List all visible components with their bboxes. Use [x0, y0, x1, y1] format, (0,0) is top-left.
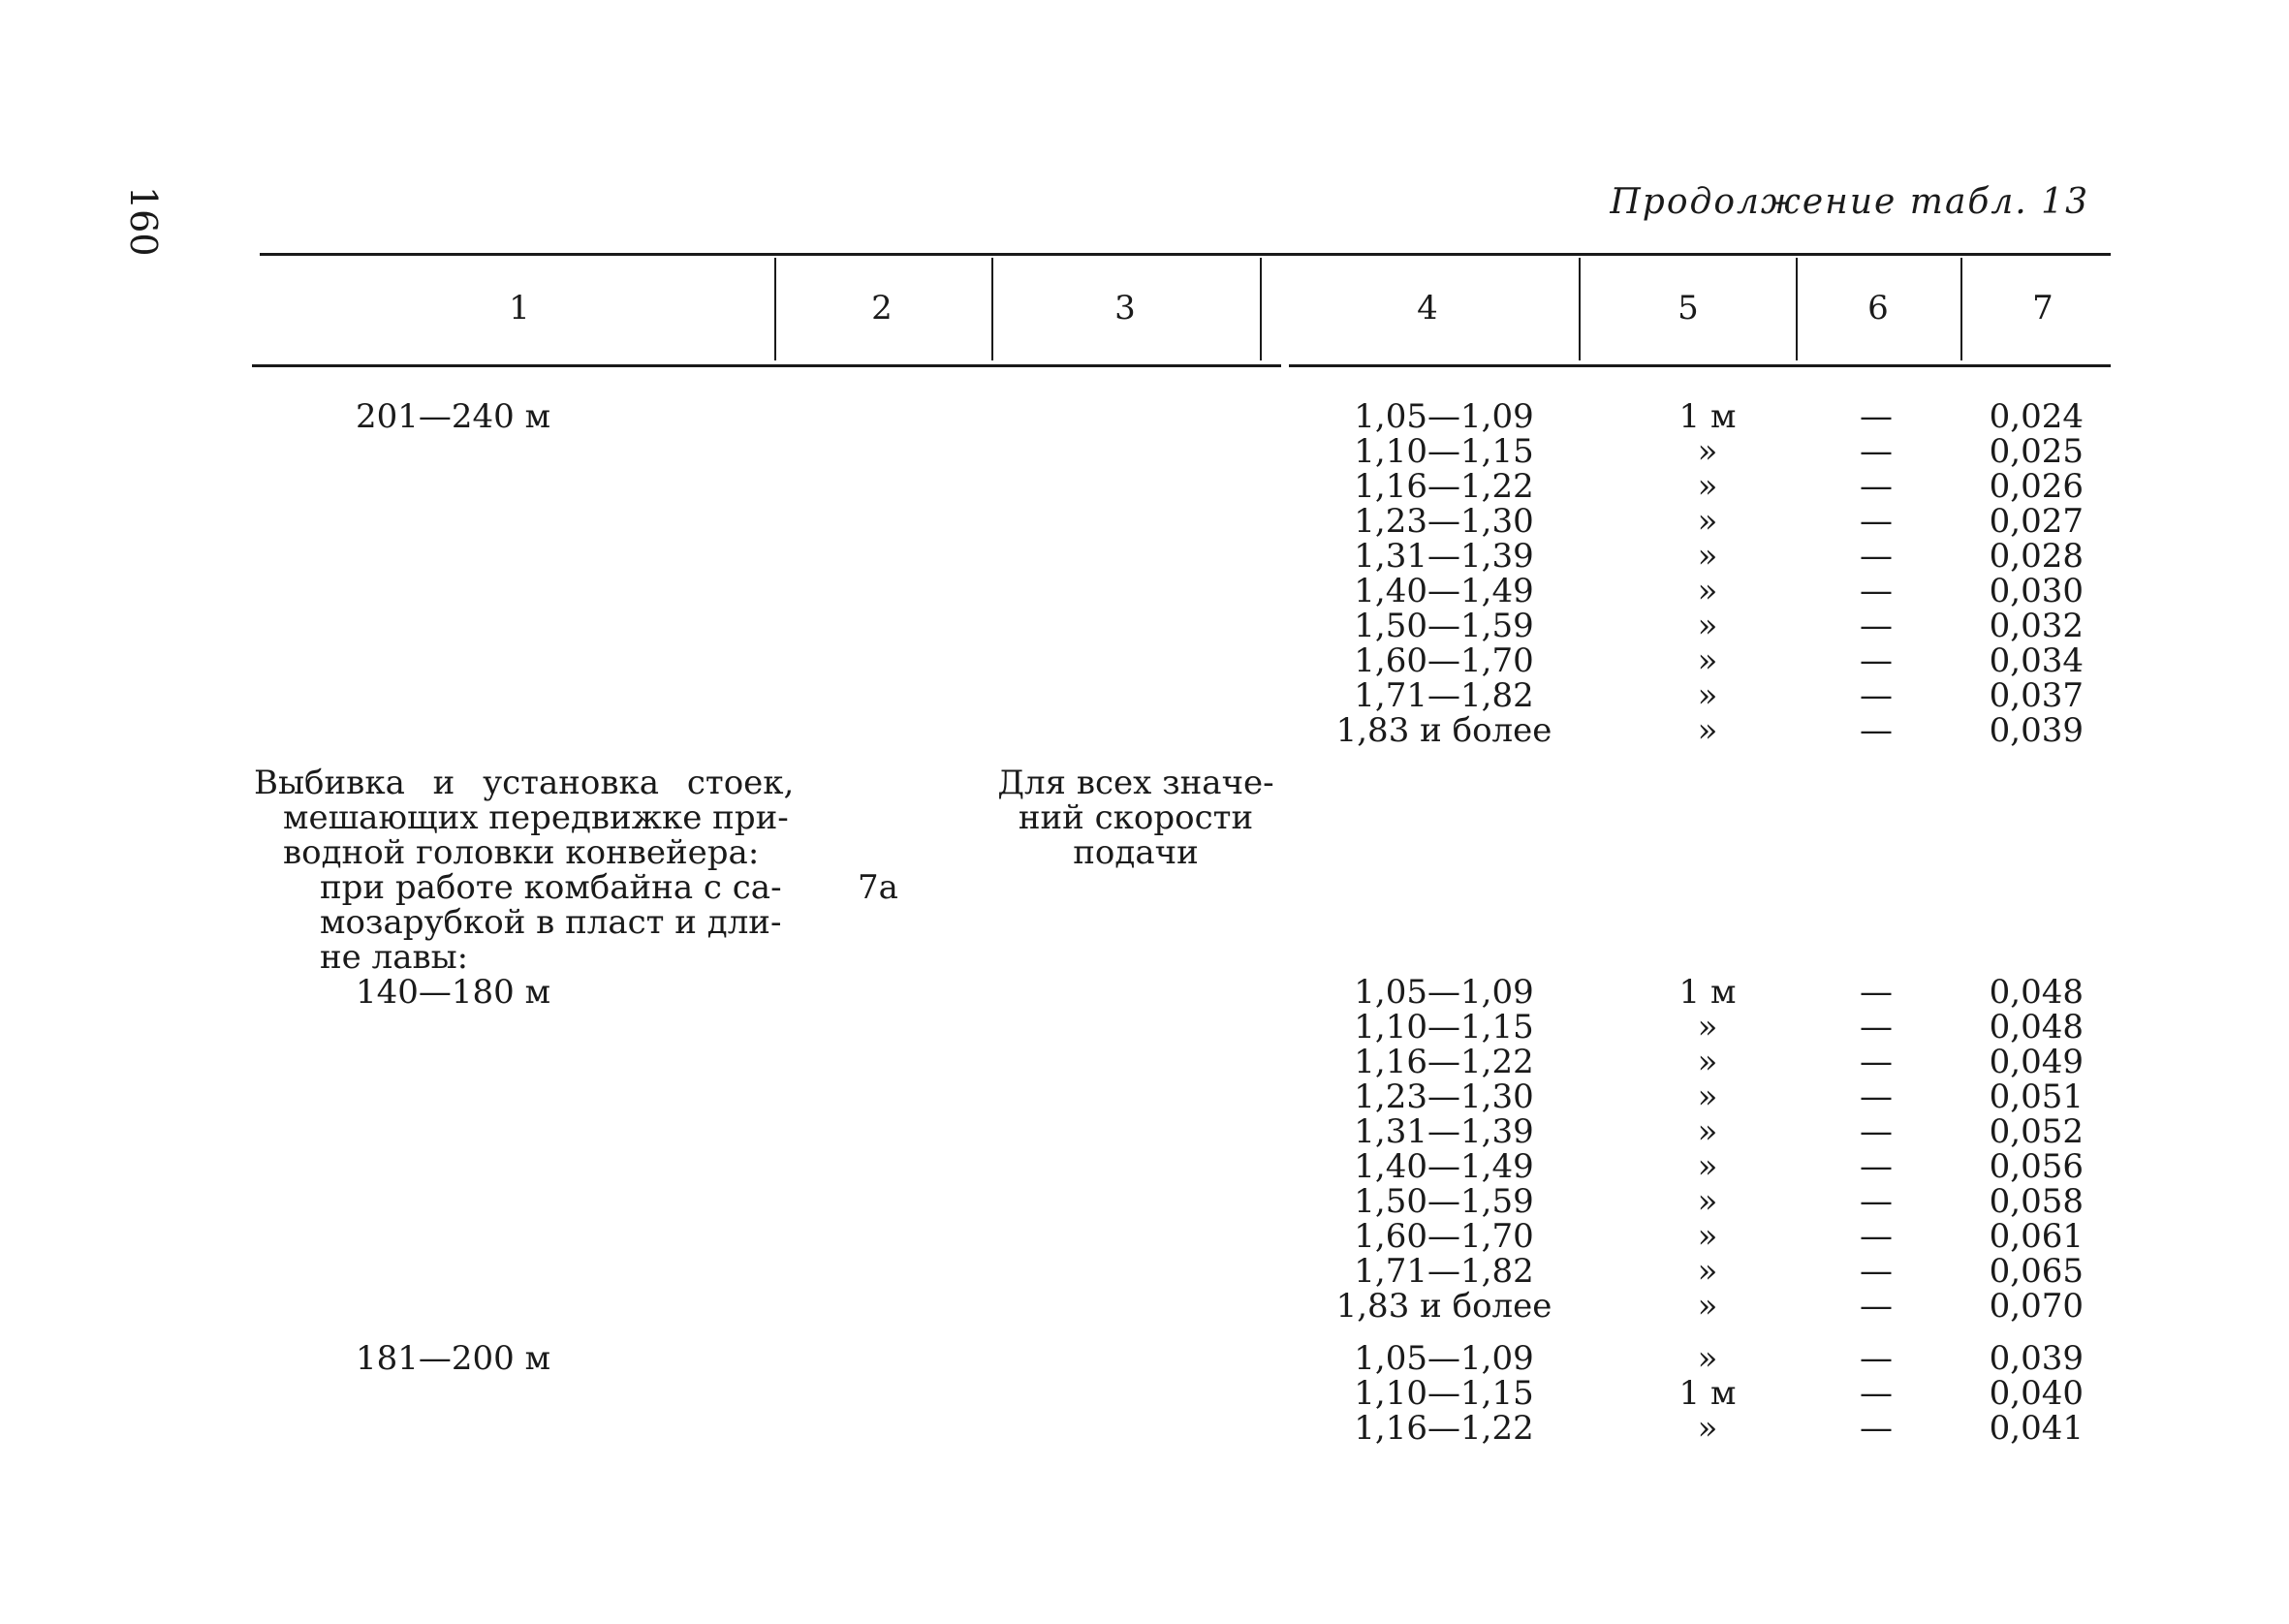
cell-speed-range: 1,10—1,15: [1354, 1008, 1534, 1046]
cell-speed-range: 1,23—1,30: [1354, 502, 1534, 541]
section-title-line: мешающих передвижке при-: [283, 798, 789, 837]
cell-time-norm: 0,049: [1989, 1043, 2084, 1081]
cell-speed-range: 1,31—1,39: [1354, 537, 1534, 576]
cell-unit: »: [1697, 711, 1718, 750]
cell-time-norm: 0,052: [1989, 1112, 2084, 1151]
cell-time-norm: 0,027: [1989, 502, 2084, 541]
cell-time-norm: 0,040: [1989, 1374, 2084, 1413]
column-header: 2: [871, 289, 893, 328]
cell-time-norm: 0,028: [1989, 537, 2084, 576]
cell-speed-range: 1,40—1,49: [1354, 1147, 1534, 1186]
cell-unit: »: [1697, 572, 1718, 610]
cell-dash: —: [1860, 676, 1893, 715]
cell-unit: »: [1697, 432, 1718, 471]
cell-dash: —: [1860, 607, 1893, 645]
cell-dash: —: [1860, 1217, 1893, 1256]
column-header: 4: [1417, 289, 1438, 328]
cell-dash: —: [1860, 1182, 1893, 1221]
cell-speed-range: 1,40—1,49: [1354, 572, 1534, 610]
column-header: 1: [509, 289, 530, 328]
cell-speed-range: 1,16—1,22: [1354, 1409, 1534, 1448]
cell-speed-range: 1,23—1,30: [1354, 1077, 1534, 1116]
cell-dash: —: [1860, 1287, 1893, 1326]
cell-unit: 1 м: [1678, 397, 1737, 436]
column-header: 3: [1114, 289, 1136, 328]
column-header: 7: [2032, 289, 2054, 328]
cell-unit: »: [1697, 1112, 1718, 1151]
cell-speed-range: 1,83 и более: [1335, 711, 1552, 750]
row-group-label: 201—240 м: [356, 397, 551, 436]
cell-speed-range: 1,60—1,70: [1354, 641, 1534, 680]
cell-unit: »: [1697, 467, 1718, 506]
cell-time-norm: 0,061: [1989, 1217, 2084, 1256]
header-divider: [991, 258, 993, 360]
cell-unit: »: [1697, 607, 1718, 645]
page-number: 160: [122, 186, 165, 257]
section-subtitle-line: при работе комбайна с са-: [320, 868, 782, 907]
cell-dash: —: [1860, 537, 1893, 576]
header-divider: [774, 258, 776, 360]
cell-speed-range: 1,31—1,39: [1354, 1112, 1534, 1151]
header-divider: [1579, 258, 1581, 360]
cell-time-norm: 0,026: [1989, 467, 2084, 506]
cell-speed-range: 1,71—1,82: [1354, 1252, 1534, 1291]
section-col2: 7а: [858, 868, 898, 907]
cell-speed-range: 1,16—1,22: [1354, 1043, 1534, 1081]
cell-dash: —: [1860, 1374, 1893, 1413]
cell-dash: —: [1860, 711, 1893, 750]
cell-speed-range: 1,60—1,70: [1354, 1217, 1534, 1256]
column-header: 6: [1867, 289, 1889, 328]
header-divider: [1960, 258, 1962, 360]
cell-dash: —: [1860, 502, 1893, 541]
header-top-rule: [260, 253, 2111, 256]
cell-unit: »: [1697, 1339, 1718, 1378]
cell-unit: 1 м: [1678, 1374, 1737, 1413]
cell-speed-range: 1,50—1,59: [1354, 607, 1534, 645]
cell-speed-range: 1,83 и более: [1335, 1287, 1552, 1326]
cell-unit: »: [1697, 676, 1718, 715]
cell-unit: »: [1697, 1077, 1718, 1116]
cell-dash: —: [1860, 1008, 1893, 1046]
section-subtitle: [320, 870, 782, 975]
cell-unit: »: [1697, 1252, 1718, 1291]
cell-time-norm: 0,048: [1989, 1008, 2084, 1046]
section-col3-line: Для всех значе-: [997, 764, 1274, 802]
section-title-line: водной головки конвейера:: [283, 833, 760, 872]
header-divider: [1796, 258, 1798, 360]
cell-dash: —: [1860, 1252, 1893, 1291]
cell-dash: —: [1860, 432, 1893, 471]
cell-time-norm: 0,065: [1989, 1252, 2084, 1291]
cell-dash: —: [1860, 1147, 1893, 1186]
cell-dash: —: [1860, 1112, 1893, 1151]
cell-dash: —: [1860, 467, 1893, 506]
cell-dash: —: [1860, 1043, 1893, 1081]
cell-speed-range: 1,10—1,15: [1354, 432, 1534, 471]
section-title: [254, 765, 794, 870]
cell-unit: »: [1697, 1008, 1718, 1046]
cell-unit: 1 м: [1678, 973, 1737, 1012]
cell-time-norm: 0,039: [1989, 711, 2084, 750]
cell-speed-range: 1,16—1,22: [1354, 467, 1534, 506]
cell-dash: —: [1860, 1409, 1893, 1448]
cell-speed-range: 1,71—1,82: [1354, 676, 1534, 715]
column-header: 5: [1678, 289, 1699, 328]
section-col3-line: ний скорости: [1018, 798, 1254, 837]
section-col3-line: подачи: [1073, 833, 1199, 872]
cell-time-norm: 0,030: [1989, 572, 2084, 610]
cell-unit: »: [1697, 502, 1718, 541]
cell-speed-range: 1,05—1,09: [1354, 1339, 1534, 1378]
cell-unit: »: [1697, 1409, 1718, 1448]
cell-time-norm: 0,048: [1989, 973, 2084, 1012]
cell-time-norm: 0,032: [1989, 607, 2084, 645]
header-bottom-rule-left: [252, 364, 1281, 367]
cell-time-norm: 0,039: [1989, 1339, 2084, 1378]
cell-dash: —: [1860, 1077, 1893, 1116]
cell-time-norm: 0,024: [1989, 397, 2084, 436]
table-caption: Продолжение табл. 13: [1610, 182, 2089, 222]
cell-time-norm: 0,034: [1989, 641, 2084, 680]
section-title-line: Выбивка и установка стоек,: [254, 764, 795, 802]
section-subtitle-line: не лавы:: [320, 938, 469, 977]
cell-speed-range: 1,05—1,09: [1354, 397, 1534, 436]
cell-unit: »: [1697, 1287, 1718, 1326]
cell-time-norm: 0,070: [1989, 1287, 2084, 1326]
cell-unit: »: [1697, 537, 1718, 576]
cell-speed-range: 1,05—1,09: [1354, 973, 1534, 1012]
cell-dash: —: [1860, 1339, 1893, 1378]
row-group-label: 140—180 м: [356, 973, 551, 1012]
cell-speed-range: 1,50—1,59: [1354, 1182, 1534, 1221]
cell-time-norm: 0,051: [1989, 1077, 2084, 1116]
cell-unit: »: [1697, 641, 1718, 680]
cell-time-norm: 0,025: [1989, 432, 2084, 471]
cell-dash: —: [1860, 641, 1893, 680]
cell-time-norm: 0,041: [1989, 1409, 2084, 1448]
header-bottom-rule-right: [1289, 364, 2111, 367]
cell-unit: »: [1697, 1182, 1718, 1221]
cell-unit: »: [1697, 1217, 1718, 1256]
header-divider: [1260, 258, 1262, 360]
section-subtitle-line: мозарубкой в пласт и дли-: [320, 903, 782, 942]
row-group-label: 181—200 м: [356, 1339, 551, 1378]
section-col3: [997, 765, 1273, 870]
cell-unit: »: [1697, 1043, 1718, 1081]
cell-speed-range: 1,10—1,15: [1354, 1374, 1534, 1413]
cell-time-norm: 0,058: [1989, 1182, 2084, 1221]
cell-time-norm: 0,037: [1989, 676, 2084, 715]
cell-dash: —: [1860, 397, 1893, 436]
cell-unit: »: [1697, 1147, 1718, 1186]
cell-dash: —: [1860, 572, 1893, 610]
cell-dash: —: [1860, 973, 1893, 1012]
cell-time-norm: 0,056: [1989, 1147, 2084, 1186]
